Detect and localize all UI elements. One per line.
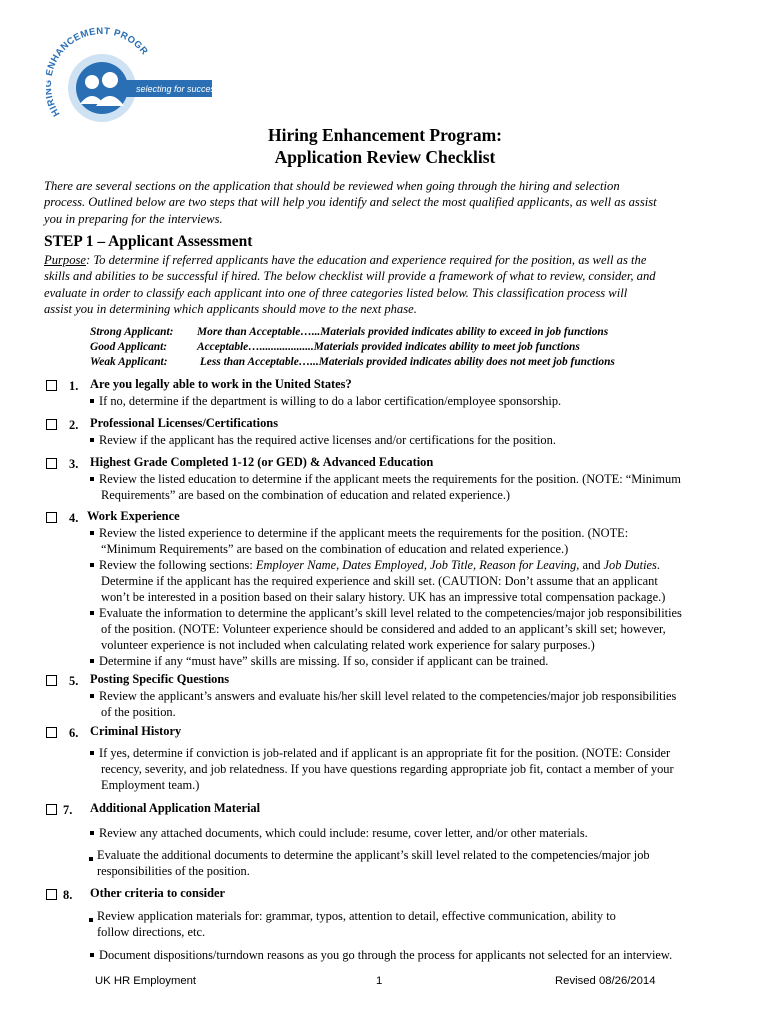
checklist-item-4: 4. [46, 509, 78, 527]
classification-row: Strong Applicant: More than Acceptable…...Materials provided indicates ability to exceed in job functions [90, 326, 609, 338]
list-item: Review any attached documents, which could include: resume, cover letter, and/or other materials. [90, 825, 730, 841]
checkbox[interactable] [46, 380, 57, 391]
checkbox[interactable] [46, 889, 57, 900]
footer-left: UK HR Employment [95, 975, 197, 987]
intro-paragraph: There are several sections on the application that should be reviewed when going through the hiring and selection process. Outlined below are two steps that will help you identify and select the most qualified applicants, as well as assist you in preparing for the interviews. [44, 179, 657, 226]
item-title: Work Experience [87, 509, 180, 523]
list-item: Review the listed education to determine if the applicant meets the requirements for the position. (NOTE: “Minimum Requirements” are based on the combination of education and related experience.) [90, 471, 730, 503]
list-item: Review if the applicant has the required active licenses and/or certifications for the position. [90, 432, 730, 448]
footer-revision: Revised 08/26/2014 [555, 975, 656, 987]
checklist-item-3: 3. [46, 455, 78, 473]
step-heading: STEP 1 – Applicant Assessment [44, 233, 253, 250]
checkbox[interactable] [46, 675, 57, 686]
checkbox[interactable] [46, 512, 57, 523]
item-title: Criminal History [90, 724, 182, 738]
logo-tagline: selecting for success! [136, 84, 223, 94]
list-item: Evaluate the additional documents to determine the applicant’s skill level related to the competencies/major job responsibilities of the position. [90, 847, 730, 879]
list-item: Document dispositions/turndown reasons as you go through the process for applicants not selected for an interview. [90, 947, 730, 963]
logo-arc-text: HIR NHANCEMENT PROGR [46, 26, 150, 119]
list-item: Review the listed experience to determine if the applicant meets the requirements for the position. (NOTE: “Minimum Requirements” are based on the combination of education and related experience.) Review the following sections: Employer Name, Dates Employed, Job Title, Reason for Leaving, and Job Duties. Determine if the applicant has the required experience and skill set. (CAUTION: Don’t assume that an applicant won’t be interested in a position based on their salary history. UK has an impressive total compensation package.) Evaluate the information to determine the applicant’s skill level related to the competencies/major job responsibilities of the position. (NOTE: Volunteer experience should be considered and added to an applicant’s skill set; however, volunteer experience is not included when calculating related work experience for salary purposes.) Determine if any “must have” skills are missing. If so, consider if applicant can be trained. [90, 525, 730, 669]
classification-row: Good Applicant: Acceptable…...................Materials provided indicates ability to meet job functions [90, 341, 580, 353]
page-title: Hiring Enhancement Program: Application Review Checklist [268, 125, 502, 167]
checklist-item-2: 2. [46, 416, 78, 434]
item-title: Are you legally able to work in the United States? [90, 377, 352, 391]
classification-row: Weak Applicant: Less than Acceptable…...Materials provided indicates ability does not meet job functions [90, 356, 615, 368]
item-title: Professional Licenses/Certifications [90, 416, 279, 430]
purpose-paragraph: Purpose: To determine if referred applicants have the education and experience required for the position, as well as the skills and abilities to be successful if hired. The below checklist will provide a framework of what to review, consider, and evaluate in order to classify each applicant into one of three categories listed below. This classification process will assist you in determining which applicants should move to the next phase. [44, 253, 656, 316]
item-title: Additional Application Material [90, 801, 261, 815]
page-number: 1 [376, 975, 383, 987]
checklist-item-6: 6. [46, 724, 78, 742]
item-title: Highest Grade Completed 1-12 (or GED) & Advanced Education [90, 455, 434, 469]
list-item: Review the applicant’s answers and evaluate his/her skill level related to the competencies/major job responsibilities of the position. [90, 688, 730, 720]
program-logo [46, 26, 226, 136]
person-icon [102, 72, 118, 88]
item-title: Posting Specific Questions [90, 672, 230, 686]
logo-graphic [46, 26, 226, 136]
item-title: Other criteria to consider [90, 886, 225, 900]
checklist-item-1: 1. [46, 377, 78, 395]
checkbox[interactable] [46, 419, 57, 430]
list-item: Review application materials for: grammar, typos, attention to detail, effective communication, ability to follow directions, etc. [90, 908, 730, 940]
checklist-item-7: 7. [46, 801, 72, 819]
checklist-item-8: 8. [46, 886, 72, 904]
checklist-item-5: 5. [46, 672, 78, 690]
list-item: If no, determine if the department is willing to do a labor certification/employee sponsorship. [90, 393, 730, 409]
person-icon [85, 75, 99, 89]
checkbox[interactable] [46, 727, 57, 738]
list-item: If yes, determine if conviction is job-related and if applicant is an appropriate fit for the position. (NOTE: Consider recency, severity, and job relatedness. If you have questions regarding appropriate job fit, contact a member of your Employment team.) [90, 745, 730, 793]
checkbox[interactable] [46, 458, 57, 469]
checkbox[interactable] [46, 804, 57, 815]
